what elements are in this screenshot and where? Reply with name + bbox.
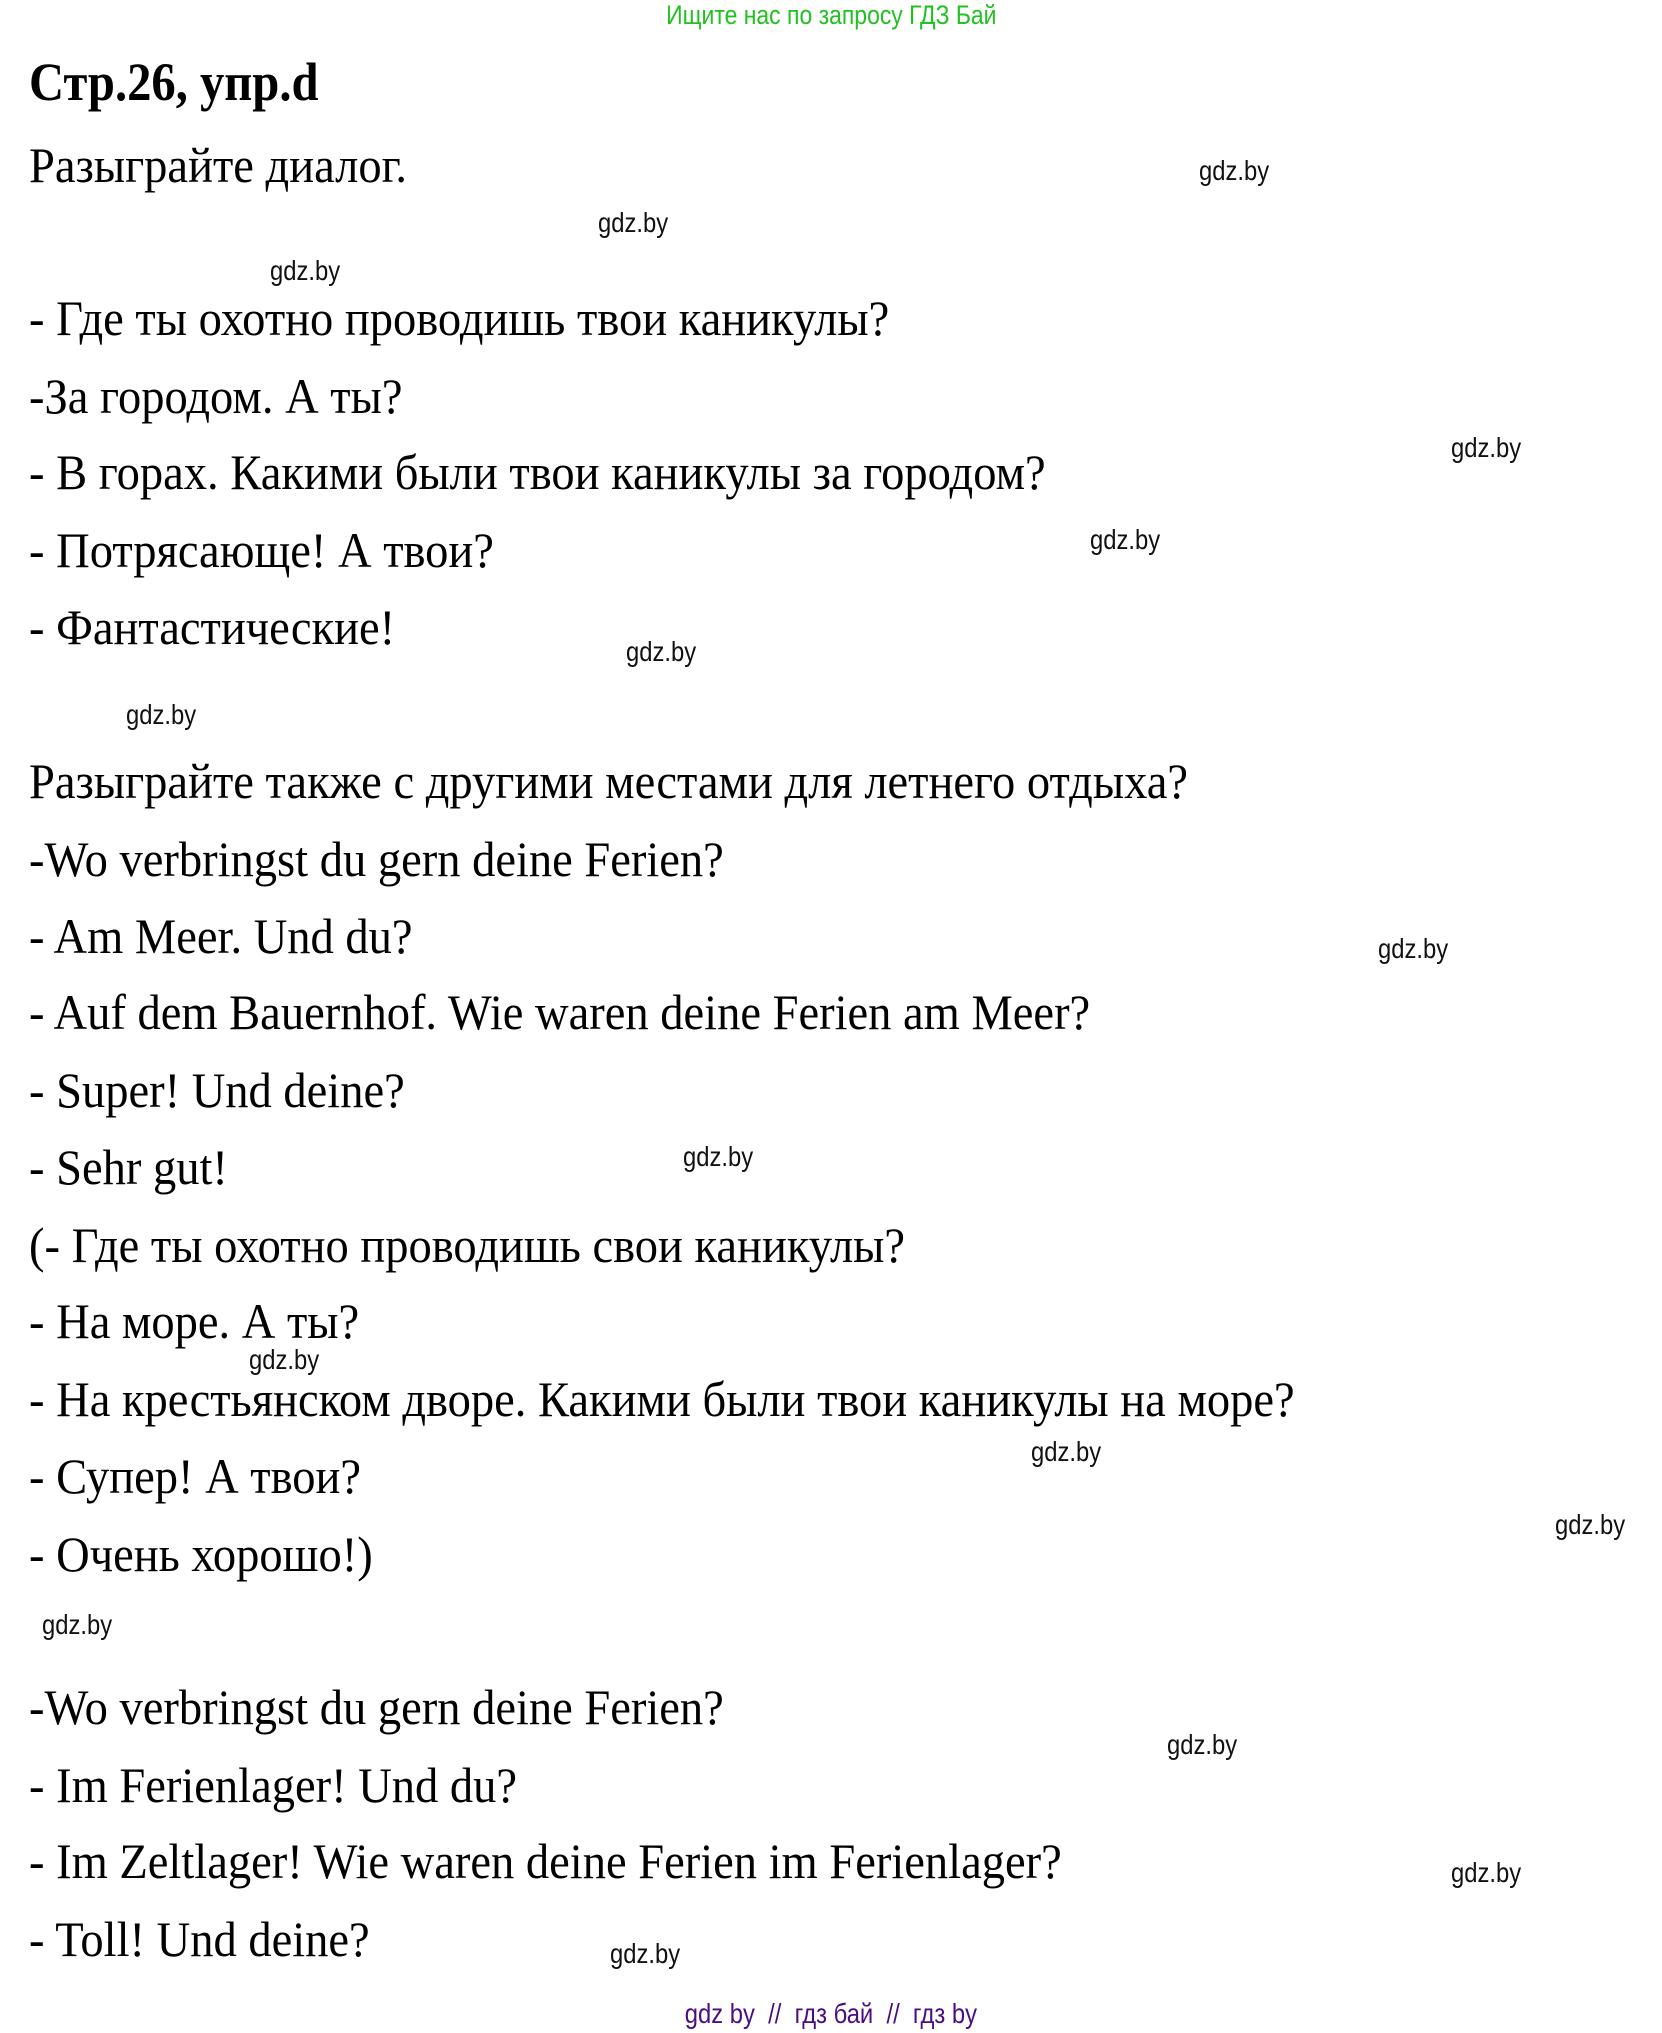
dialog-line: - Где ты охотно проводишь твои каникулы? [29,290,890,346]
dialog-line: - Sehr gut! [29,1139,228,1195]
footer-links [0,1998,1662,2030]
search-banner [0,0,1662,31]
watermark: gdz.by [598,207,669,238]
dialog-line: -За городом. А ты? [29,368,403,424]
banner-text: Ищите нас по запросу ГДЗ Бай [665,0,997,30]
page-title: Стр.26, упр.d [29,52,319,112]
dialog-line: - Am Meer. Und du? [29,908,413,964]
dialog-line: - Фантастические! [29,599,396,655]
watermark: gdz.by [1451,432,1522,463]
dialog-line: -Wo verbringst du gern deine Ferien? [29,1679,724,1735]
watermark: gdz.by [249,1344,320,1375]
watermark: gdz.by [610,1938,681,1969]
watermark: gdz.by [1199,155,1270,186]
watermark: gdz.by [626,636,697,667]
dialog-line: - На море. А ты? [29,1293,360,1349]
dialog-line: - Im Ferienlager! Und du? [29,1757,518,1813]
watermark: gdz.by [1031,1436,1102,1467]
dialog-line: - Супер! А твои? [29,1448,362,1504]
dialog-line: - На крестьянском дворе. Какими были твои каникулы на море? [29,1371,1295,1427]
dialog-line: -Wo verbringst du gern deine Ferien? [29,831,724,887]
dialog-line: Разыграйте диалог. [29,137,408,193]
watermark: gdz.by [126,699,197,730]
dialog-line: - Super! Und deine? [29,1062,405,1118]
watermark: gdz.by [1167,1729,1238,1760]
watermark: gdz.by [270,255,341,286]
dialog-line: - В горах. Какими были твои каникулы за городом? [29,444,1046,500]
dialog-line: - Im Zeltlager! Wie waren deine Ferien im Ferienlager? [29,1833,1062,1889]
watermark: gdz.by [1451,1857,1522,1888]
watermark: gdz.by [1555,1509,1626,1540]
dialog-line: - Очень хорошо!) [29,1526,373,1582]
dialog-line: (- Где ты охотно проводишь свои каникулы? [29,1217,906,1273]
dialog-line: Разыграйте также с другими местами для летнего отдыха? [29,753,1188,809]
watermark: gdz.by [1378,933,1449,964]
dialog-line: - Потрясающе! А твои? [29,522,494,578]
watermark: gdz.by [42,1609,113,1640]
dialog-line: - Toll! Und deine? [29,1911,370,1967]
footer-text: gdz by // гдз бай // гдз by [684,1998,978,2029]
watermark: gdz.by [683,1141,754,1172]
dialog-line: - Auf dem Bauernhof. Wie waren deine Ferien am Meer? [29,984,1091,1040]
watermark: gdz.by [1090,524,1161,555]
